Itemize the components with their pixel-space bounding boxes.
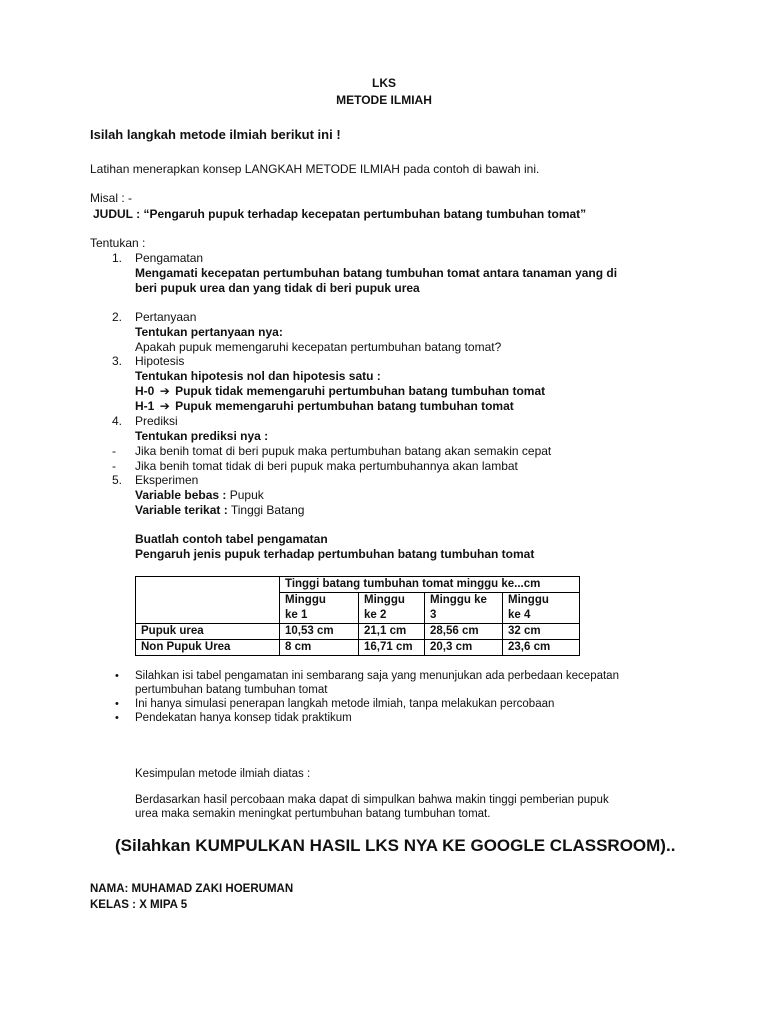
dash-marker: - — [112, 459, 116, 473]
step-4-number: 4. — [112, 414, 123, 428]
h1-label: H-1 — [135, 399, 155, 413]
step-2-number: 2. — [112, 310, 123, 324]
table-corner-cell — [136, 577, 280, 624]
variable-bebas-value: Pupuk — [229, 488, 264, 502]
arrow-right-icon: ➔ — [159, 384, 170, 398]
student-name: NAMA: MUHAMAD ZAKI HOERUMAN — [90, 883, 294, 895]
doc-title: LKS — [372, 76, 396, 90]
doc-subtitle: METODE ILMIAH — [336, 93, 432, 107]
bullet-icon: • — [115, 712, 119, 724]
table-cell: 21,1 cm — [359, 624, 425, 640]
variable-terikat-label: Variable terikat : — [135, 503, 228, 517]
observation-table — [135, 576, 580, 656]
note-2: Ini hanya simulasi penerapan langkah metode ilmiah, tanpa melakukan percobaan — [135, 698, 555, 710]
step-1-number: 1. — [112, 251, 123, 265]
step-3-number: 3. — [112, 354, 123, 368]
variable-bebas — [135, 488, 264, 503]
h0-text: Pupuk tidak memengaruhi pertumbuhan batang tumbuhan tomat — [175, 384, 546, 398]
intro-text: Latihan menerapkan konsep LANGKAH METODE ILMIAH pada contoh di bawah ini. — [90, 162, 540, 176]
table-cell: 23,6 cm — [503, 640, 580, 656]
conclusion-label: Kesimpulan metode ilmiah diatas : — [135, 768, 311, 780]
table-intro-1: Buatlah contoh tabel pengamatan — [135, 532, 328, 546]
hypothesis-h0 — [135, 384, 545, 399]
table-cell: 20,3 cm — [425, 640, 503, 656]
row-label: Pupuk urea — [136, 624, 280, 640]
step-5-title: Eksperimen — [135, 473, 199, 487]
table-row — [136, 624, 580, 640]
h1-text: Pupuk memengaruhi pertumbuhan batang tumbuhan tomat — [175, 399, 514, 413]
step-2-sub: Tentukan pertanyaan nya: — [135, 325, 283, 339]
step-3-sub: Tentukan hipotesis nol dan hipotesis satu : — [135, 369, 381, 383]
step-1-title: Pengamatan — [135, 251, 204, 265]
step-3-title: Hipotesis — [135, 354, 185, 368]
table-intro-2: Pengaruh jenis pupuk terhadap pertumbuhan batang tumbuhan tomat — [135, 547, 535, 561]
prediction-2: Jika benih tomat tidak di beri pupuk maka pertumbuhannya akan lambat — [135, 459, 518, 473]
hypothesis-h1 — [135, 399, 514, 414]
week-4-header: Minggu ke 4 — [503, 593, 580, 624]
conclusion-line-2: urea maka semakin meningkat pertumbuhan batang tumbuhan tomat. — [135, 808, 491, 820]
week-2-header: Minggu ke 2 — [359, 593, 425, 624]
bullet-icon: • — [115, 698, 119, 710]
step-5-number: 5. — [112, 473, 123, 487]
arrow-right-icon: ➔ — [159, 399, 170, 413]
student-class: KELAS : X MIPA 5 — [90, 899, 188, 911]
row-label: Non Pupuk Urea — [136, 640, 280, 656]
variable-terikat-value: Tinggi Batang — [230, 503, 305, 517]
dash-marker: - — [112, 444, 116, 458]
table-cell: 8 cm — [280, 640, 359, 656]
variable-terikat — [135, 503, 304, 518]
note-1-line-1: Silahkan isi tabel pengamatan ini sembarang saja yang menunjukan ada perbedaan kecepatan — [135, 670, 619, 682]
step-2-title: Pertanyaan — [135, 310, 197, 324]
table-row — [136, 640, 580, 656]
week-1-header: Minggu ke 1 — [280, 593, 359, 624]
submit-instruction: (Silahkan KUMPULKAN HASIL LKS NYA KE GOOGLE CLASSROOM).. — [115, 836, 676, 855]
h0-label: H-0 — [135, 384, 155, 398]
step-4-sub: Tentukan prediksi nya : — [135, 429, 269, 443]
table-cell: 28,56 cm — [425, 624, 503, 640]
step-4-title: Prediksi — [135, 414, 178, 428]
conclusion-line-1: Berdasarkan hasil percobaan maka dapat di simpulkan bahwa makin tinggi pemberian pupuk — [135, 794, 609, 806]
instruction-heading: Isilah langkah metode ilmiah berikut ini ! — [90, 127, 341, 142]
week-3-header: Minggu ke 3 — [425, 593, 503, 624]
step-2-answer: Apakah pupuk memengaruhi kecepatan pertumbuhan batang tomat? — [135, 340, 502, 354]
judul-line: JUDUL : “Pengaruh pupuk terhadap kecepatan pertumbuhan batang tumbuhan tomat” — [93, 207, 587, 221]
prediction-1: Jika benih tomat di beri pupuk maka pertumbuhan batang akan semakin cepat — [135, 444, 552, 458]
table-cell: 16,71 cm — [359, 640, 425, 656]
step-1-line-1: Mengamati kecepatan pertumbuhan batang tumbuhan tomat antara tanaman yang di — [135, 266, 618, 280]
table-header-row — [136, 577, 580, 593]
variable-bebas-label: Variable bebas : — [135, 488, 227, 502]
table-cell: 32 cm — [503, 624, 580, 640]
example-label: Misal : - — [90, 191, 132, 205]
note-1-line-2: pertumbuhan batang tumbuhan tomat — [135, 684, 328, 696]
bullet-icon: • — [115, 670, 119, 682]
tentukan-label: Tentukan : — [90, 236, 146, 250]
table-cell: 10,53 cm — [280, 624, 359, 640]
note-3: Pendekatan hanya konsep tidak praktikum — [135, 712, 352, 724]
step-1-line-2: beri pupuk urea dan yang tidak di beri pupuk urea — [135, 281, 420, 295]
group-header-cell: Tinggi batang tumbuhan tomat minggu ke...cm — [280, 577, 580, 593]
